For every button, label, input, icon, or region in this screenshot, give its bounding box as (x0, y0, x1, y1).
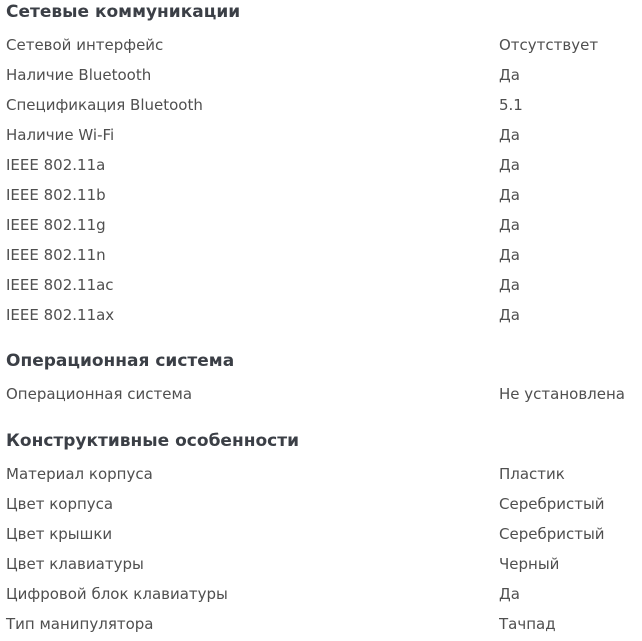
spec-label: IEEE 802.11g (6, 216, 106, 234)
spec-value: Да (499, 66, 520, 84)
spec-row (0, 150, 642, 180)
spec-row (0, 379, 642, 409)
spec-label: Спецификация Bluetooth (6, 96, 203, 114)
section-title: Сетевые коммуникации (6, 2, 241, 22)
spec-value: Не установлена (499, 385, 625, 403)
spec-row (0, 60, 642, 90)
spec-label: Материал корпуса (6, 465, 153, 483)
spec-list (0, 459, 642, 639)
spec-label: Цвет клавиатуры (6, 555, 144, 573)
spec-value: Отсутствует (499, 36, 599, 54)
spec-list (0, 379, 642, 409)
spec-value: Черный (499, 555, 560, 573)
spec-label: Цвет крышки (6, 525, 113, 543)
spec-value: Да (499, 126, 520, 144)
spec-label: Наличие Wi-Fi (6, 126, 115, 144)
spec-label: IEEE 802.11n (6, 246, 106, 264)
spec-value: 5.1 (499, 96, 523, 114)
spec-label: Тип манипулятора (6, 615, 154, 633)
spec-value: Тачпад (499, 615, 556, 633)
spec-label: IEEE 802.11a (6, 156, 106, 174)
spec-row (0, 549, 642, 579)
spec-row (0, 300, 642, 330)
spec-value: Да (499, 276, 520, 294)
specs-section-construction (0, 429, 642, 639)
spec-row (0, 489, 642, 519)
spec-value: Пластик (499, 465, 565, 483)
spec-row (0, 180, 642, 210)
spec-label: Цифровой блок клавиатуры (6, 585, 228, 603)
spec-row (0, 270, 642, 300)
spec-row (0, 210, 642, 240)
spec-value: Серебристый (499, 495, 605, 513)
spec-row (0, 120, 642, 150)
spec-label: Операционная система (6, 385, 193, 403)
spec-label: Сетевой интерфейс (6, 36, 164, 54)
spec-row (0, 90, 642, 120)
spec-row (0, 240, 642, 270)
section-title: Операционная система (6, 351, 235, 371)
section-title: Конструктивные особенности (6, 431, 299, 451)
spec-value: Да (499, 156, 520, 174)
specs-section-os (0, 349, 642, 409)
spec-value: Да (499, 246, 520, 264)
spec-value: Да (499, 306, 520, 324)
spec-row (0, 609, 642, 639)
spec-row (0, 519, 642, 549)
spec-value: Да (499, 585, 520, 603)
spec-list (0, 30, 642, 330)
spec-value: Серебристый (499, 525, 605, 543)
spec-label: Цвет корпуса (6, 495, 114, 513)
spec-label: IEEE 802.11ac (6, 276, 114, 294)
spec-label: Наличие Bluetooth (6, 66, 152, 84)
spec-row (0, 459, 642, 489)
spec-value: Да (499, 186, 520, 204)
spec-label: IEEE 802.11b (6, 186, 106, 204)
spec-row (0, 579, 642, 609)
spec-row (0, 30, 642, 60)
spec-value: Да (499, 216, 520, 234)
spec-label: IEEE 802.11ax (6, 306, 115, 324)
